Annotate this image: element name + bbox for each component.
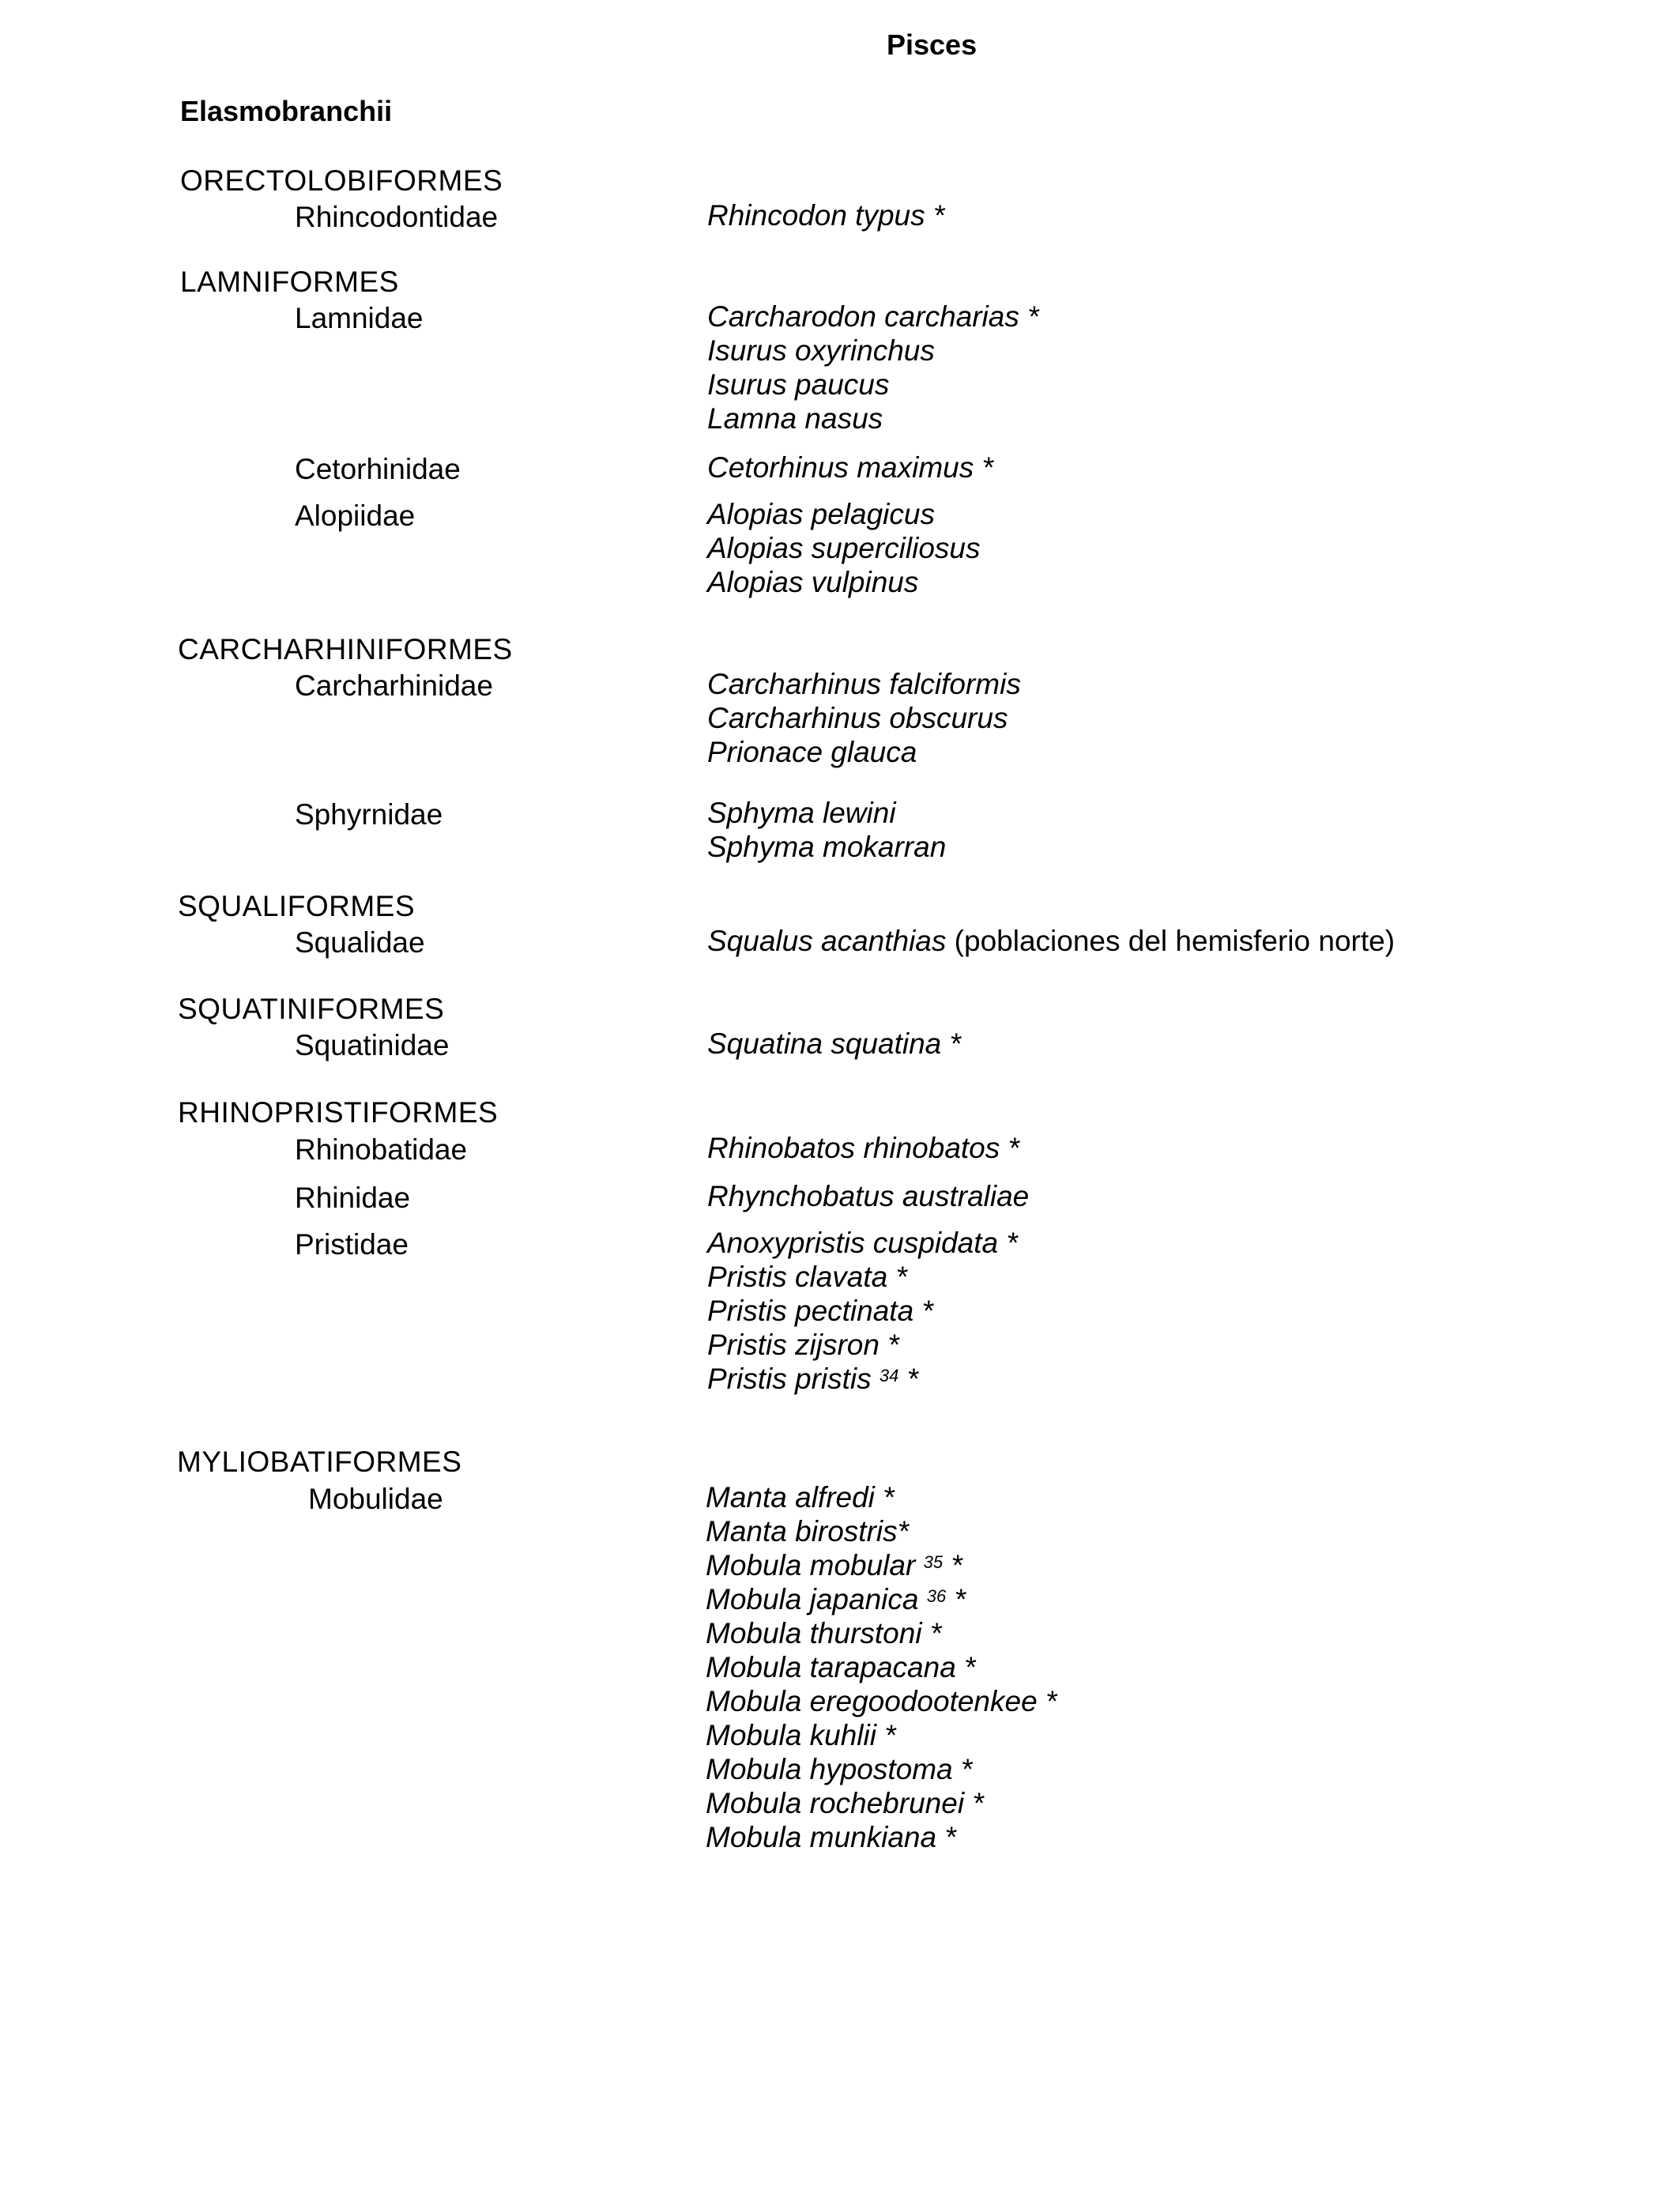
species-name: Isurus paucus — [707, 368, 890, 401]
family-name: Rhincodontidae — [295, 201, 499, 233]
species-item — [706, 1718, 1057, 1752]
asterisk-mark: * — [913, 1295, 933, 1327]
family-name: Cetorhinidae — [295, 453, 461, 485]
asterisk-mark: * — [936, 1821, 956, 1853]
species-item — [707, 1260, 1018, 1294]
species-list — [706, 1480, 1057, 1854]
family-name: Mobulidae — [308, 1483, 443, 1515]
species-item — [707, 401, 1039, 435]
class-heading: Elasmobranchii — [180, 95, 393, 127]
species-item — [707, 565, 981, 599]
species-name: Mobula munkiana — [706, 1821, 937, 1853]
species-item — [707, 1027, 961, 1061]
species-item — [706, 1650, 1057, 1684]
species-item — [707, 1131, 1019, 1165]
species-list — [707, 300, 1039, 435]
species-list — [707, 1131, 1019, 1165]
species-list — [707, 796, 946, 864]
order-name: SQUALIFORMES — [178, 890, 415, 922]
footnote-ref: 36 — [926, 1586, 947, 1606]
asterisk-mark: * — [952, 1753, 973, 1785]
species-name: Carcharhinus obscurus — [707, 702, 1008, 734]
species-name: Mobula kuhlii — [706, 1719, 876, 1751]
order-name: SQUATINIFORMES — [178, 993, 445, 1025]
species-item — [707, 334, 1039, 368]
species-name: Anoxypristis cuspidata — [707, 1227, 999, 1259]
species-item — [707, 667, 1021, 701]
species-name: Rhinobatos rhinobatos — [707, 1132, 1000, 1164]
species-item — [707, 1179, 1029, 1213]
family-name: Rhinobatidae — [295, 1133, 468, 1166]
species-name: Pristis zijsron — [707, 1329, 880, 1361]
species-item — [707, 1226, 1018, 1260]
asterisk-mark: * — [874, 1481, 895, 1514]
species-name: Carcharodon carcharias — [707, 300, 1019, 333]
species-name: Rhincodon typus — [707, 199, 925, 232]
asterisk-mark: * — [955, 1651, 976, 1683]
order-name: MYLIOBATIFORMES — [177, 1446, 462, 1478]
species-name: Mobula thurstoni — [706, 1617, 922, 1649]
species-item — [707, 924, 1395, 958]
asterisk-mark: * — [964, 1787, 984, 1819]
species-name: Sphyma lewini — [707, 797, 896, 829]
species-item — [706, 1684, 1057, 1718]
species-name: Rhynchobatus australiae — [707, 1180, 1030, 1212]
species-name: Mobula japanica — [706, 1583, 919, 1615]
species-name: Squalus acanthias — [707, 925, 947, 957]
species-name: Manta birostris — [706, 1515, 898, 1547]
species-name: Pristis pectinata — [707, 1295, 914, 1327]
species-item — [707, 531, 981, 565]
species-name: Alopias pelagicus — [707, 498, 935, 530]
species-item — [706, 1480, 1057, 1514]
species-name: Manta alfredi — [706, 1481, 875, 1514]
species-item — [706, 1752, 1057, 1786]
species-item — [707, 497, 981, 531]
species-name: Prionace glauca — [707, 736, 917, 768]
species-item — [707, 1362, 1018, 1396]
species-name: Cetorhinus maximus — [707, 451, 974, 484]
species-name: Lamna nasus — [707, 402, 883, 435]
family-name: Carcharhinidae — [295, 669, 493, 702]
species-item — [706, 1548, 1057, 1582]
species-name: Mobula mobular — [706, 1549, 916, 1581]
species-item — [707, 300, 1039, 334]
family-name: Lamnidae — [295, 302, 424, 334]
species-item — [707, 701, 1021, 735]
asterisk-mark: * — [876, 1719, 896, 1751]
species-name: Mobula tarapacana — [706, 1651, 956, 1683]
species-name: Sphyma mokarran — [707, 831, 947, 863]
species-list — [707, 1226, 1018, 1396]
family-name: Squatinidae — [295, 1029, 450, 1061]
page-title: Pisces — [887, 28, 977, 61]
species-note: (poblaciones del hemisferio norte) — [946, 925, 1396, 957]
species-name: Alopias superciliosus — [707, 532, 981, 564]
species-name: Carcharhinus falciformis — [707, 668, 1021, 700]
asterisk-mark: * — [897, 1515, 910, 1547]
species-item — [707, 830, 946, 864]
footnote-ref: 35 — [923, 1552, 944, 1572]
species-list — [707, 1027, 961, 1061]
species-item — [706, 1616, 1057, 1650]
species-name: Isurus oxyrinchus — [707, 334, 935, 367]
asterisk-mark: * — [998, 1227, 1018, 1259]
asterisk-mark: * — [1037, 1685, 1057, 1717]
species-name: Mobula hypostoma — [706, 1753, 953, 1785]
family-name: Pristidae — [295, 1228, 409, 1261]
species-list — [707, 924, 1395, 958]
asterisk-mark: * — [921, 1617, 942, 1649]
asterisk-mark: * — [879, 1329, 899, 1361]
species-item — [707, 450, 993, 484]
asterisk-mark: * — [898, 1363, 919, 1395]
species-item — [706, 1582, 1057, 1616]
family-name: Rhinidae — [295, 1182, 411, 1214]
family-name: Alopiidae — [295, 499, 416, 532]
asterisk-mark: * — [1000, 1132, 1019, 1164]
species-name: Pristis pristis — [707, 1363, 872, 1395]
asterisk-mark: * — [1019, 300, 1039, 333]
species-item — [707, 1328, 1018, 1362]
species-item — [707, 1294, 1018, 1328]
species-name: Mobula eregoodootenkee — [706, 1685, 1038, 1717]
species-item — [707, 368, 1039, 401]
species-item — [706, 1786, 1057, 1820]
family-name: Squalidae — [295, 926, 425, 959]
family-name: Sphyrnidae — [295, 798, 443, 831]
species-list — [707, 450, 993, 484]
asterisk-mark: * — [943, 1549, 962, 1581]
species-name: Alopias vulpinus — [707, 566, 919, 598]
species-name: Squatina squatina — [707, 1027, 942, 1060]
asterisk-mark: * — [941, 1027, 961, 1060]
species-item — [707, 796, 946, 830]
species-name: Pristis clavata — [707, 1261, 888, 1293]
asterisk-mark: * — [887, 1261, 907, 1293]
order-name: LAMNIFORMES — [180, 266, 399, 298]
species-item — [706, 1820, 1057, 1854]
species-list — [707, 667, 1021, 769]
species-list — [707, 1179, 1029, 1213]
species-list — [707, 198, 944, 232]
order-name: CARCHARHINIFORMES — [178, 633, 513, 665]
species-item — [707, 198, 944, 232]
footnote-ref: 34 — [879, 1366, 899, 1385]
asterisk-mark: * — [925, 199, 945, 232]
species-list — [707, 497, 981, 599]
asterisk-mark: * — [974, 451, 993, 484]
species-name: Mobula rochebrunei — [706, 1787, 965, 1819]
order-name: RHINOPRISTIFORMES — [178, 1096, 499, 1129]
order-name: ORECTOLOBIFORMES — [180, 164, 503, 197]
species-item — [707, 735, 1021, 769]
asterisk-mark: * — [946, 1583, 966, 1615]
species-item — [706, 1514, 1057, 1548]
